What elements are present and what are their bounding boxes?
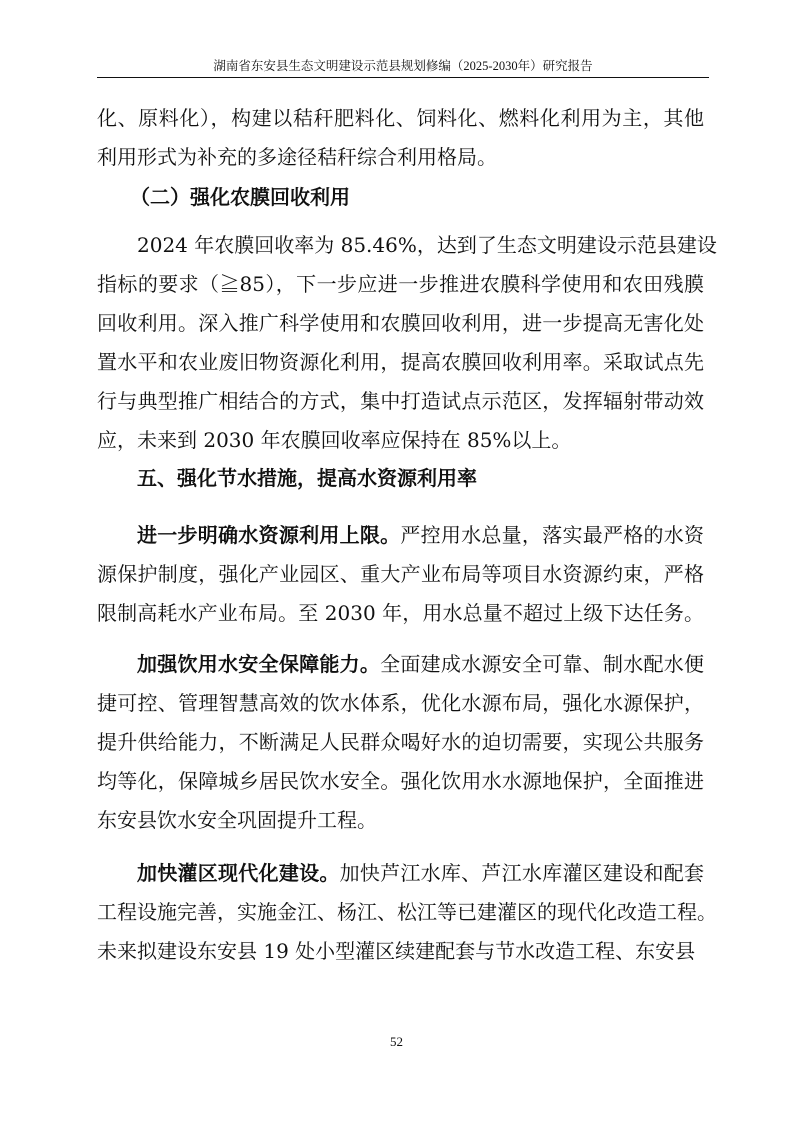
text-line: 未来拟建设东安县 19 处小型灌区续建配套与节水改造工程、东安县	[97, 939, 696, 963]
text-line: 2024 年农膜回收率为 85.46%，达到了生态文明建设示范县建设	[137, 233, 717, 257]
text-line: 提升供给能力，不断满足人民群众喝好水的迫切需要，实现公共服务	[97, 730, 704, 754]
section-heading: （二）强化农膜回收利用	[130, 185, 350, 209]
bold-lead: 加快灌区现代化建设。	[137, 861, 340, 885]
text-line: 源保护制度，强化产业园区、重大产业布局等项目水资源约束，严格	[97, 562, 704, 586]
text-line: 利用形式为补充的多途径秸秆综合利用格局。	[97, 145, 497, 169]
running-header: 湖南省东安县生态文明建设示范县规划修编（2025-2030年）研究报告	[213, 59, 593, 73]
text-line: 工程设施完善，实施金江、杨江、松江等已建灌区的现代化改造工程。	[97, 900, 717, 924]
bold-lead: 进一步明确水资源利用上限。	[137, 523, 401, 547]
text-line: 应，未来到 2030 年农膜回收率应保持在 85%以上。	[97, 428, 572, 452]
page-number: 52	[390, 1034, 403, 1049]
paragraph-first-line	[137, 523, 704, 547]
text-line: 限制高耗水产业布局。至 2030 年，用水总量不超过上级下达任务。	[97, 601, 704, 625]
text-line: 东安县饮水安全巩固提升工程。	[97, 808, 377, 832]
bold-lead: 加强饮用水安全保障能力。	[137, 652, 381, 676]
text-line: 指标的要求（≧85），下一步应进一步推进农膜科学使用和农田残膜	[97, 272, 704, 296]
text-line: 行与典型推广相结合的方式，集中打造试点示范区，发挥辐射带动效	[97, 389, 704, 413]
text-line: 均等化，保障城乡居民饮水安全。强化饮用水水源地保护，全面推进	[97, 769, 704, 793]
text-span: 加快芦江水库、芦江水库灌区建设和配套	[339, 861, 705, 885]
text-line: 捷可控、管理智慧高效的饮水体系，优化水源布局，强化水源保护，	[97, 691, 704, 715]
text-line: 化、原料化），构建以秸秆肥料化、饲料化、燃料化利用为主，其他	[97, 106, 704, 130]
text-line: 置水平和农业废旧物资源化利用，提高农膜回收利用率。采取试点先	[97, 350, 704, 374]
paragraph-first-line	[137, 861, 704, 885]
text-line: 回收利用。深入推广科学使用和农膜回收利用，进一步提高无害化处	[97, 311, 704, 335]
paragraph-first-line	[137, 652, 704, 676]
section-heading: 五、强化节水措施，提高水资源利用率	[137, 466, 477, 490]
header-rule	[97, 77, 709, 78]
text-span: 全面建成水源安全可靠、制水配水便	[380, 652, 705, 676]
text-span: 严控用水总量，落实最严格的水资	[400, 523, 705, 547]
